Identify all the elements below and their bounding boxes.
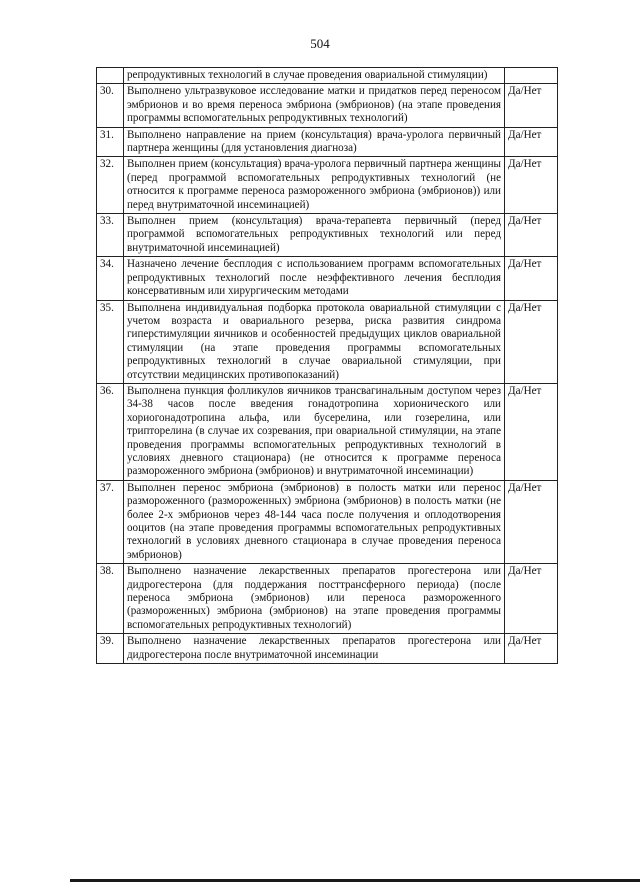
table-row [97, 68, 558, 84]
table-row [97, 300, 558, 383]
answer-cell: Да/Нет [505, 84, 558, 127]
answer-cell: Да/Нет [505, 480, 558, 563]
table-row [97, 127, 558, 157]
table-row [97, 480, 558, 563]
answer-cell: Да/Нет [505, 383, 558, 480]
row-number: 32. [97, 157, 124, 214]
answer-cell [505, 68, 558, 84]
table-row [97, 214, 558, 257]
criterion-text: репродуктивных технологий в случае проведения овариальной стимуляции) [124, 68, 505, 84]
scan-edge-line [70, 879, 640, 882]
row-number: 36. [97, 383, 124, 480]
row-number: 37. [97, 480, 124, 563]
criterion-text: Выполнен перенос эмбриона (эмбрионов) в полость матки или перенос размороженного (размороженных) эмбриона (эмбрионов) в полость матки (не более 2-х эмбрионов через 48-144 часа после получения и оплодотворения ооцитов (на этапе проведения программы вспомогательных репродуктивных технологий в условиях дневного стационара в случае проведения переноса эмбрионов) [124, 480, 505, 563]
answer-cell: Да/Нет [505, 127, 558, 157]
row-number: 34. [97, 257, 124, 300]
criterion-text: Выполнена индивидуальная подборка протокола овариальной стимуляции с учетом возраста и овариального резерва, риска развития синдрома гиперстимуляции яичников и особенностей предыдущих циклов овариальной стимуляции (на этапе проведения программы вспомогательных репродуктивных технологий в случае овариальной стимуляции, при отсутствии медицинских противопоказаний) [124, 300, 505, 383]
criteria-table-body [97, 68, 558, 664]
table-row [97, 157, 558, 214]
table-row [97, 634, 558, 664]
criterion-text: Выполнено ультразвуковое исследование матки и придатков перед переносом эмбрионов и во время переноса эмбриона (эмбрионов) (на этапе проведения программы вспомогательных репродуктивных технологий) [124, 84, 505, 127]
row-number: 30. [97, 84, 124, 127]
row-number: 39. [97, 634, 124, 664]
page-number: 504 [310, 36, 330, 51]
criterion-text: Выполнена пункция фолликулов яичников трансвагинальным доступом через 34-38 часов после введения гонадотропина хорионического или хориогонадотропина альфа, или бусерелина, или гозерелина, или трипторелина (в случае их созревания, при овариальной стимуляции, на этапе проведения программы вспомогательных репродуктивных технологий в условиях дневного стационара) (не относится к программе переноса размороженного эмбриона (эмбрионов) и внутриматочной инсеминации) [124, 383, 505, 480]
criterion-text: Назначено лечение бесплодия с использованием программ вспомогательных репродуктивных технологий после неэффективного лечения бесплодия консервативным или хирургическим методами [124, 257, 505, 300]
criterion-text: Выполнено назначение лекарственных препаратов прогестерона или дидрогестерона (для поддержания посттрансферного периода) (после переноса эмбриона (эмбрионов) или переноса размороженного (размороженных) эмбриона (эмбрионов) на этапе проведения программы вспомогательных репродуктивных технологий) [124, 564, 505, 634]
answer-cell: Да/Нет [505, 564, 558, 634]
row-number: 35. [97, 300, 124, 383]
answer-cell: Да/Нет [505, 634, 558, 664]
table-row [97, 257, 558, 300]
criterion-text: Выполнено направление на прием (консультация) врача-уролога первичный партнера женщины (для установления диагноза) [124, 127, 505, 157]
row-number: 31. [97, 127, 124, 157]
table-row [97, 564, 558, 634]
row-number: 38. [97, 564, 124, 634]
criterion-text: Выполнен прием (консультация) врача-терапевта первичный (перед программой вспомогательных репродуктивных технологий или перед внутриматочной инсеминацией) [124, 214, 505, 257]
criterion-text: Выполнено назначение лекарственных препаратов прогестерона или дидрогестерона после внутриматочной инсеминации [124, 634, 505, 664]
table-row [97, 84, 558, 127]
answer-cell: Да/Нет [505, 257, 558, 300]
table-row [97, 383, 558, 480]
criteria-table [96, 67, 558, 664]
answer-cell: Да/Нет [505, 214, 558, 257]
answer-cell: Да/Нет [505, 300, 558, 383]
criterion-text: Выполнен прием (консультация) врача-уролога первичный партнера женщины (перед программой вспомогательных репродуктивных технологий (не относится к программе переноса размороженного эмбриона (эмбрионов)) или перед внутриматочной инсеминацией) [124, 157, 505, 214]
row-number: 33. [97, 214, 124, 257]
answer-cell: Да/Нет [505, 157, 558, 214]
row-number [97, 68, 124, 84]
